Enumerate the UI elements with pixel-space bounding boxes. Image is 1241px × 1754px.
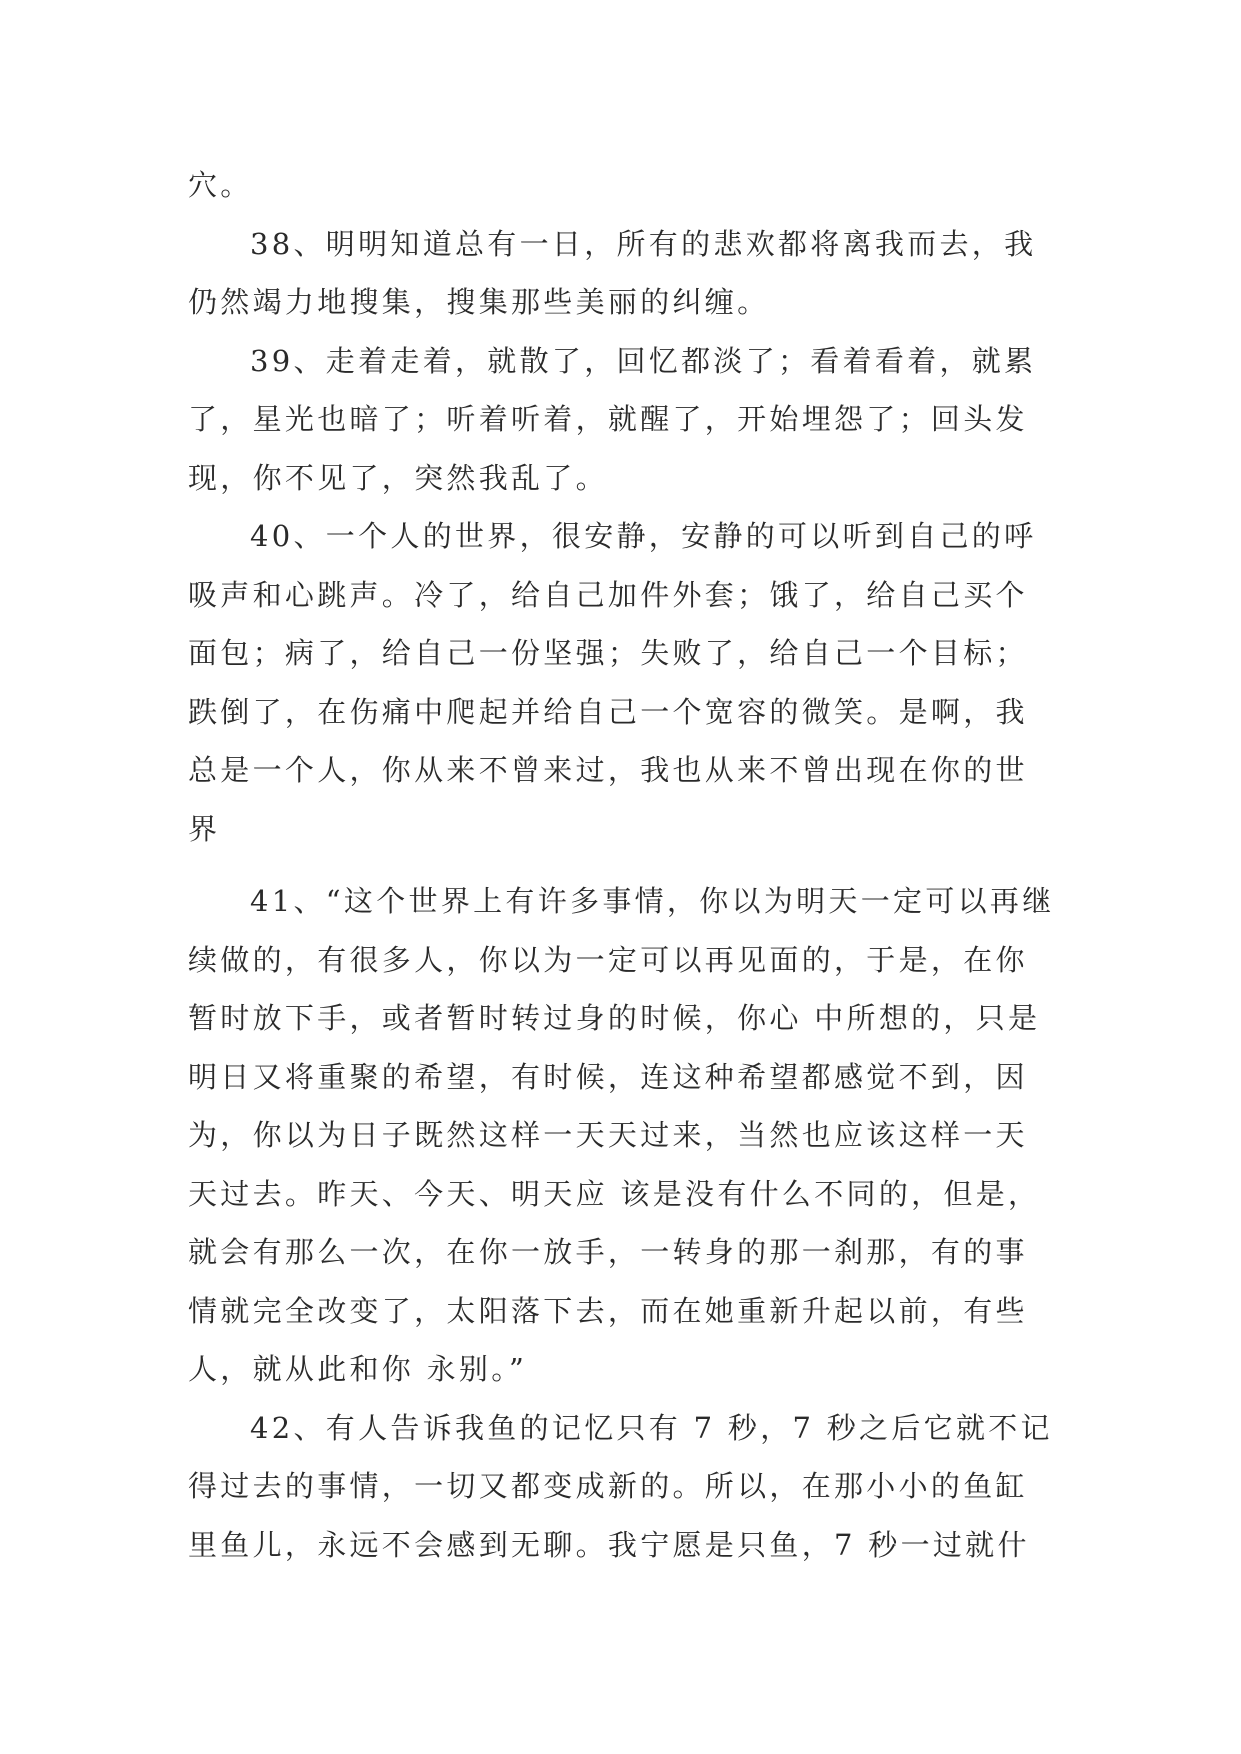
paragraph-42: 42、有人告诉我鱼的记忆只有 7 秒，7 秒之后它就不记得过去的事情，一切又都变成新的。所以，在那小小的鱼缸里鱼儿，永远不会感到无聊。我宁愿是只鱼，7 秒一过就什: [188, 1410, 1053, 1562]
paragraph-38: 38、明明知道总有一日，所有的悲欢都将离我而去，我仍然竭力地搜集，搜集那些美丽的纠缠。: [188, 226, 1037, 319]
paragraph-40: 40、一个人的世界，很安静，安静的可以听到自己的呼吸声和心跳声。冷了，给自己加件外套；饿了，给自己买个面包；病了，给自己一份坚强；失败了，给自己一个目标；跌倒了，在伤痛中爬起并给自己一个宽容的微笑。是啊，我总是一个人，你从来不曾来过，我也从来不曾出现在你的世界: [188, 519, 1037, 846]
paragraph-39: 39、走着走着，就散了，回忆都淡了；看着看着，就累了，星光也暗了；听着听着，就醒了，开始埋怨了；回头发现，你不见了，突然我乱了。: [188, 343, 1037, 495]
document-page: [188, 156, 1056, 1574]
paragraph-continuation: 穴。: [188, 168, 253, 202]
paragraph-41: 41、“这个世界上有许多事情，你以为明天一定可以再继续做的，有很多人，你以为一定可以再见面的，于是，在你暂时放下手，或者暂时转过身的时候，你心 中所想的，只是明日又将重聚的希望，有时候，连这种希望都感觉不到，因为，你以为日子既然这样一天天过来，当然也应该这样一天天过去。昨天、今天、明天应 该是没有什么不同的，但是，就会有那么一次，在你一放手，一转身的那一刹那，有的事情就完全改变了，太阳落下去，而在她重新升起以前，有些人，就从此和你 永别。”: [188, 884, 1055, 1386]
